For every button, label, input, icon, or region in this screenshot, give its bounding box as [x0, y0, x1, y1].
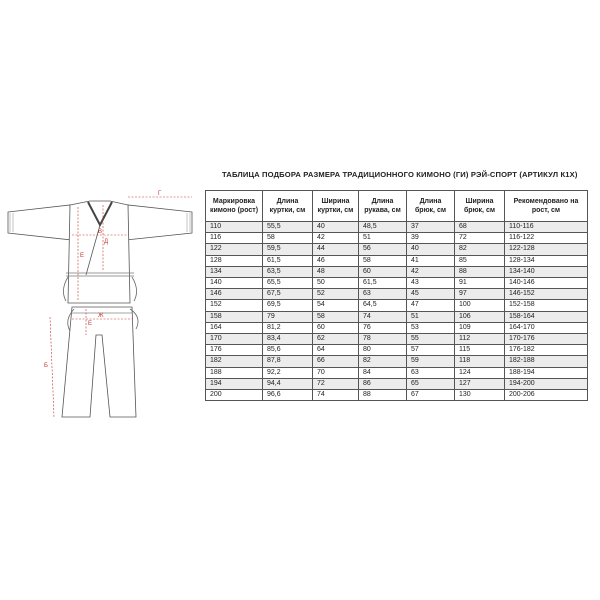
cell-marking: 128: [206, 255, 263, 266]
cell-recommended-height: 140-146: [505, 278, 588, 289]
table-row: [206, 356, 588, 367]
cell-jacket-length: 92,2: [263, 367, 313, 378]
cell-pants-length: 47: [407, 300, 455, 311]
cell-jacket-width: 54: [313, 300, 359, 311]
cell-sleeve-length: 56: [359, 244, 407, 255]
pants-illustration: [62, 307, 138, 417]
cell-recommended-height: 116-122: [505, 233, 588, 244]
cell-marking: 182: [206, 356, 263, 367]
kimono-diagram: [0, 185, 200, 425]
cell-sleeve-length: 61,5: [359, 278, 407, 289]
cell-pants-width: 118: [455, 356, 505, 367]
table-row: [206, 345, 588, 356]
col-header-jacket-length: Длина куртки, см: [263, 191, 313, 222]
cell-recommended-height: 176-182: [505, 345, 588, 356]
cell-pants-width: 130: [455, 390, 505, 401]
cell-jacket-width: 72: [313, 378, 359, 389]
cell-jacket-length: 55,5: [263, 222, 313, 233]
cell-jacket-length: 59,5: [263, 244, 313, 255]
col-header-marking: Маркировка кимоно (рост): [206, 191, 263, 222]
cell-pants-length: 45: [407, 289, 455, 300]
cell-pants-width: 124: [455, 367, 505, 378]
table-header-row: [206, 191, 588, 222]
cell-jacket-length: 67,5: [263, 289, 313, 300]
col-header-pants-length: Длина брюк, см: [407, 191, 455, 222]
cell-jacket-width: 40: [313, 222, 359, 233]
cell-recommended-height: 182-188: [505, 356, 588, 367]
cell-recommended-height: 122-128: [505, 244, 588, 255]
cell-marking: 146: [206, 289, 263, 300]
cell-sleeve-length: 63: [359, 289, 407, 300]
cell-jacket-length: 87,8: [263, 356, 313, 367]
cell-pants-length: 57: [407, 345, 455, 356]
cell-recommended-height: 128-134: [505, 255, 588, 266]
cell-sleeve-length: 51: [359, 233, 407, 244]
table-row: [206, 266, 588, 277]
cell-jacket-length: 65,5: [263, 278, 313, 289]
cell-sleeve-length: 76: [359, 322, 407, 333]
cell-jacket-width: 50: [313, 278, 359, 289]
cell-pants-length: 42: [407, 266, 455, 277]
cell-recommended-height: 152-158: [505, 300, 588, 311]
cell-recommended-height: 188-194: [505, 367, 588, 378]
label-pants-seat: Е: [88, 321, 93, 327]
cell-pants-width: 72: [455, 233, 505, 244]
label-pants-waist: Ж: [98, 313, 104, 319]
cell-pants-length: 59: [407, 356, 455, 367]
cell-pants-length: 63: [407, 367, 455, 378]
table-row: [206, 334, 588, 345]
cell-marking: 158: [206, 311, 263, 322]
cell-pants-width: 68: [455, 222, 505, 233]
table-row: [206, 222, 588, 233]
cell-jacket-width: 60: [313, 322, 359, 333]
cell-marking: 110: [206, 222, 263, 233]
cell-recommended-height: 170-176: [505, 334, 588, 345]
cell-jacket-length: 81,2: [263, 322, 313, 333]
cell-jacket-width: 58: [313, 311, 359, 322]
cell-marking: 134: [206, 266, 263, 277]
cell-sleeve-length: 78: [359, 334, 407, 345]
cell-marking: 200: [206, 390, 263, 401]
cell-marking: 188: [206, 367, 263, 378]
cell-marking: 194: [206, 378, 263, 389]
col-header-recommended-height: Рекомендовано на рост, см: [505, 191, 588, 222]
cell-sleeve-length: 84: [359, 367, 407, 378]
cell-recommended-height: 164-170: [505, 322, 588, 333]
label-jacket-width: В: [98, 229, 103, 235]
jacket-illustration: [8, 201, 192, 303]
cell-pants-width: 97: [455, 289, 505, 300]
table-row: [206, 378, 588, 389]
cell-jacket-width: 44: [313, 244, 359, 255]
cell-pants-length: 40: [407, 244, 455, 255]
cell-recommended-height: 110-116: [505, 222, 588, 233]
cell-marking: 122: [206, 244, 263, 255]
cell-sleeve-length: 64,5: [359, 300, 407, 311]
table-row: [206, 311, 588, 322]
cell-jacket-width: 52: [313, 289, 359, 300]
table-row: [206, 255, 588, 266]
cell-pants-width: 88: [455, 266, 505, 277]
cell-jacket-length: 96,6: [263, 390, 313, 401]
cell-pants-width: 91: [455, 278, 505, 289]
cell-sleeve-length: 48,5: [359, 222, 407, 233]
cell-pants-width: 112: [455, 334, 505, 345]
cell-pants-width: 100: [455, 300, 505, 311]
cell-jacket-length: 63,5: [263, 266, 313, 277]
cell-jacket-width: 66: [313, 356, 359, 367]
cell-pants-length: 43: [407, 278, 455, 289]
table-row: [206, 322, 588, 333]
table-row: [206, 390, 588, 401]
col-header-pants-width: Ширина брюк, см: [455, 191, 505, 222]
cell-jacket-length: 83,4: [263, 334, 313, 345]
cell-pants-width: 106: [455, 311, 505, 322]
cell-pants-length: 53: [407, 322, 455, 333]
cell-jacket-length: 58: [263, 233, 313, 244]
size-table: [205, 190, 588, 401]
cell-recommended-height: 158-164: [505, 311, 588, 322]
cell-sleeve-length: 86: [359, 378, 407, 389]
label-jacket-length: Д: [104, 239, 109, 245]
cell-jacket-width: 70: [313, 367, 359, 378]
cell-sleeve-length: 60: [359, 266, 407, 277]
table-title: ТАБЛИЦА ПОДБОРА РАЗМЕРА ТРАДИЦИОННОГО КИМОНО (ГИ) РЭЙ-СПОРТ (АРТИКУЛ К1Х): [222, 170, 578, 179]
cell-pants-length: 67: [407, 390, 455, 401]
cell-pants-width: 82: [455, 244, 505, 255]
cell-pants-length: 55: [407, 334, 455, 345]
label-sleeve: Г: [158, 191, 162, 197]
cell-pants-width: 109: [455, 322, 505, 333]
table-row: [206, 289, 588, 300]
cell-pants-width: 127: [455, 378, 505, 389]
col-header-jacket-width: Ширина куртки, см: [313, 191, 359, 222]
cell-pants-length: 41: [407, 255, 455, 266]
cell-pants-length: 37: [407, 222, 455, 233]
cell-marking: 140: [206, 278, 263, 289]
cell-sleeve-length: 58: [359, 255, 407, 266]
cell-sleeve-length: 88: [359, 390, 407, 401]
cell-recommended-height: 134-140: [505, 266, 588, 277]
table-row: [206, 278, 588, 289]
col-header-sleeve-length: Длина рукава, см: [359, 191, 407, 222]
table-row: [206, 367, 588, 378]
cell-jacket-width: 46: [313, 255, 359, 266]
cell-marking: 176: [206, 345, 263, 356]
cell-marking: 116: [206, 233, 263, 244]
table-row: [206, 244, 588, 255]
cell-pants-length: 39: [407, 233, 455, 244]
cell-jacket-length: 94,4: [263, 378, 313, 389]
cell-marking: 164: [206, 322, 263, 333]
cell-jacket-length: 79: [263, 311, 313, 322]
label-pants-width: Е: [80, 253, 85, 259]
cell-recommended-height: 146-152: [505, 289, 588, 300]
cell-jacket-length: 85,6: [263, 345, 313, 356]
label-pants-length: Б: [44, 363, 48, 369]
cell-jacket-width: 74: [313, 390, 359, 401]
cell-jacket-width: 62: [313, 334, 359, 345]
cell-sleeve-length: 80: [359, 345, 407, 356]
cell-pants-width: 85: [455, 255, 505, 266]
cell-jacket-width: 42: [313, 233, 359, 244]
cell-sleeve-length: 82: [359, 356, 407, 367]
cell-jacket-width: 64: [313, 345, 359, 356]
table-row: [206, 300, 588, 311]
cell-jacket-length: 61,5: [263, 255, 313, 266]
cell-pants-width: 115: [455, 345, 505, 356]
cell-marking: 152: [206, 300, 263, 311]
cell-pants-length: 65: [407, 378, 455, 389]
table-row: [206, 233, 588, 244]
cell-marking: 170: [206, 334, 263, 345]
cell-recommended-height: 200-206: [505, 390, 588, 401]
cell-pants-length: 51: [407, 311, 455, 322]
cell-sleeve-length: 74: [359, 311, 407, 322]
cell-jacket-length: 69,5: [263, 300, 313, 311]
cell-recommended-height: 194-200: [505, 378, 588, 389]
cell-jacket-width: 48: [313, 266, 359, 277]
